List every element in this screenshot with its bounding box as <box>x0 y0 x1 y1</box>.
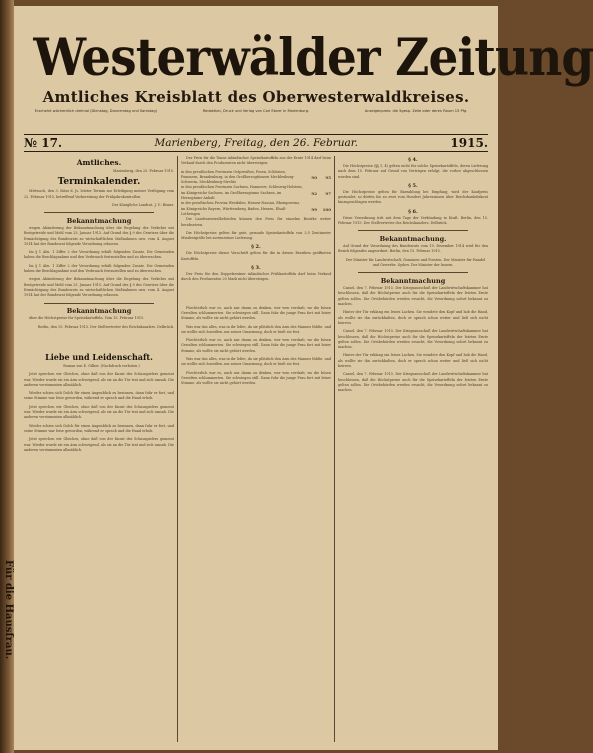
section-heading: § 5. <box>408 182 418 189</box>
paragraph: Auf Grund der Verordnung des Bundesrats vom 19. Dezember 1914 wird für den Bezirk folgendes angeordnet. Berlin, den 15. Februar 1915. <box>338 244 488 254</box>
section-heading: § 2. <box>251 244 261 251</box>
paragraph: Cassel, den 7. Februar 1915. Der Kriegsausschuß der Landwirtschaftskammer hat beschlossen, daß die Höchstpreise auch für die Speisekartoffeln der letzten Ernte gelten sollen. Die Ortsbehörden werden ersucht, die Verordnung sofort bekannt zu machen. <box>338 329 488 350</box>
issue-year: 1915. <box>450 136 488 150</box>
section-heading: § 6. <box>408 208 418 215</box>
info-middle: Redaktion, Druck und Verlag von Carl Ebner in Marienburg. <box>202 109 310 113</box>
paragraph: Mittwoch, den 3. März d. Js. letzter Termin zur Erledigung meiner Verfügung vom 22. Februar 1915, betreffend Vorbereitung der Frühjahrskontrollen. <box>24 189 174 199</box>
paragraph: Der Minister für Landwirtschaft, Domänen und Forsten. Der Minister für Handel und Gewerbe. Sydow. Der Minister der Innern. <box>345 257 486 268</box>
serial-title: Liebe und Leidenschaft. <box>45 351 153 362</box>
section-heading: Amtliches. <box>76 158 122 167</box>
paragraph: Diese Verordnung tritt mit dem Tage der Verkündung in Kraft. Berlin, den 15. Februar 1915. Der Stellvertreter des Reichskanzlers. Delbrück. <box>338 215 488 226</box>
section-heading: § 4. <box>408 157 418 163</box>
paragraph: Wieder schien sich Dolch für einen Augenblick zu besinnen, dann fuhr er fort, und seine Stimme war leise geworden, während er sprach und die Hand erhob. <box>24 423 174 433</box>
section-heading: Terminkalender. <box>57 177 141 188</box>
paragraph: Die Höchstpreise gelten für gute, gesunde Speisekartoffeln von 3,5 Zentimeter Mindestgröße bei sortenreiner Lieferung. <box>181 230 331 241</box>
masthead <box>14 28 593 106</box>
info-left: Erscheint wöchentlich dreimal (Dienstag, Donnerstag und Samstag) <box>34 109 158 113</box>
price-value: 97 <box>325 190 331 196</box>
price-value: 95 <box>325 174 331 180</box>
price-value: 99 <box>311 206 317 212</box>
price-label: in den preußischen Provinzen Sachsen, Hannover, Schleswig-Holstein, im Königreiche Sachsen, im Großherzogtume Sachsen, im Herzogtume Anhalt <box>181 185 303 201</box>
signature: Der Königliche Landrat. J. V.: Bimer. <box>112 202 174 207</box>
paragraph: Cassel, den 7. Februar 1915. Der Kriegsausschuß der Landwirtschaftskammer hat beschlossen, daß die Höchstpreise auch für die Speisekartoffeln der letzten Ernte gelten sollen. Die Ortsbehörden werden ersucht, die Verordnung sofort bekannt zu machen. <box>338 286 488 307</box>
section-heading: Bekanntmachung <box>380 277 446 286</box>
price-value: 100 <box>322 206 331 212</box>
margin-vertical-text: Für die Hausfrau. <box>3 560 14 660</box>
paragraph: Marienberg, den 25. Februar 1915. <box>113 169 174 173</box>
serial-byline: Roman von E. Gilber. (Nachdruck verboten.) <box>63 363 140 368</box>
price-value: 90 <box>311 174 317 180</box>
paragraph: Jetzt sprechen wir Gleiches, ohne daß von der Kunst des Schauspielers gemeint war. Wieder wurde sie ein Arm schweigend, als sie an die Tür trat und sich umsah. Die anderen verstummten allmählich. <box>24 372 174 387</box>
paragraph: Fürchterlich war es, auch nur daran zu denken, wer wen verdarb, wo die bösen Gewalten schlummerten. Sie schwiegen still. Dann fuhr die junge Frau fort mit leiser Stimme, als wollte sie nicht gehört werden. <box>181 338 331 353</box>
price-table <box>181 170 331 218</box>
price-row <box>181 170 331 186</box>
divider <box>44 212 154 213</box>
paragraph: Jetzt sprechen wir Gleiches, ohne daß von der Kunst des Schauspielers gemeint war. Wieder wurde sie ein Arm schweigend, als sie an die Tür trat und sich umsah. Die anderen verstummten allmählich. <box>24 437 174 452</box>
divider <box>44 303 154 304</box>
column-3 <box>338 156 488 742</box>
paragraph: Die Höchstpreise (§§ 1, 4) gelten nicht für solche Speisekartoffeln, deren Lieferung nach dem 15. Februar auf Grund von Verträgen erfolgt, die vorher abgeschlossen worden sind. <box>338 164 488 179</box>
column-rule <box>177 156 178 742</box>
paragraph: Im § 1 Abs. 1 Ziffer 2 der Verordnung erhält folgenden Zusatz. Die Gemeinden haben die Beschlagnahme und den Verbrauch festzustellen und zu überwachen. <box>24 263 174 274</box>
info-right: Anzeigenpreis: die 5gesp. Zeile oder deren Raum 15 Pfg. <box>364 109 468 113</box>
paragraph: Im § 1 Abs. 1 Ziffer 2 der Verordnung erhält folgenden Zusatz. Die Gemeinden haben die Beschlagnahme und den Verbrauch festzustellen und zu überwachen. <box>24 250 174 260</box>
issue-date: Marienberg, Freitag, den 26. Februar. <box>154 137 358 149</box>
paragraph: Hinter der Tür erklang ein leises Lachen. Sie wendete den Kopf und hob die Hand, als wollte sie ihn zurückhalten, doch er sprach schon weiter und ließ sich nicht beirren. <box>338 353 488 369</box>
paragraph: Die Landeszentralbehörden können den Preis für einzelne Bezirke weiter herabsetzen. <box>181 217 331 227</box>
paragraph: Die Höchstpreise gelten für Barzahlung bei Empfang; wird der Kaufpreis gestundet, so dürfen bis zu zwei vom Hundert Jahreszinsen über Reichsbankdiskont hinzugeschlagen werden. <box>338 189 488 205</box>
paragraph: Der Preis für den Doppelzentner inländischer Frühkartoffeln darf beim Verkauf durch den Produzenten 20 Mark nicht übersteigen. <box>181 272 331 282</box>
paragraph: Die Höchstpreise dieser Vorschrift gelten für die in diesen Bezirken geöffneten Kartoffeln. <box>181 251 331 261</box>
price-label: in der preußischen Provinz Westfalen, Hessen-Nassau, Rheinprovinz, im Königreiche Bayern, Württemberg, Baden, Hessen, Elsaß-Lothringen <box>181 201 301 216</box>
paragraph: Jetzt sprechen wir Gleiches, ohne daß von der Kunst des Schauspielers gemeint war. Wieder wurde sie ein Arm schweigend, als sie an die Tür trat und sich umsah. Die anderen verstummten allmählich. <box>24 404 174 420</box>
column-2 <box>181 156 331 742</box>
paragraph: wegen Abänderung der Bekanntmachung über die Regelung des Verkehrs mit Brotgetreide und Mehl vom 25. Januar 1915. Auf Grund des § 9 des Gesetzes über die Ermächtigung des Bundesrats zu wirtschaftlichen Maßnahmen usw. vom 4. August 1914 hat der Bundesrat folgende Verordnung erlassen. <box>24 277 174 298</box>
price-value: 92 <box>311 190 317 196</box>
paragraph: Was war das alles, was in ihr lebte, da sie plötzlich den Arm des Mannes fühlte, und sie wollte sich losreißen aus seiner Umarmung, doch er hielt sie fest. <box>181 357 331 367</box>
dateline <box>24 134 488 152</box>
paragraph: Fürchterlich war es, auch nur daran zu denken, wer wen verdarb, wo die bösen Gewalten schlummerten. Sie schwiegen still. Dann fuhr die junge Frau fort mit leiser Stimme, als wollte sie nicht gehört werden. <box>181 305 331 321</box>
divider <box>358 230 468 231</box>
paragraph: Was war das alles, was in ihr lebte, da sie plötzlich den Arm des Mannes fühlte, und sie wollte sich losreißen aus seiner Umarmung, doch er hielt sie fest. <box>181 324 331 334</box>
newspaper-page <box>14 6 593 750</box>
section-heading: Bekanntmachung <box>66 307 132 316</box>
paragraph: Cassel, den 7. Februar 1915. Der Kriegsausschuß der Landwirtschaftskammer hat beschlossen, daß die Höchstpreise auch für die Speisekartoffeln der letzten Ernte gelten sollen. Die Ortsbehörden werden ersucht, die Verordnung sofort bekannt zu machen. <box>338 372 488 393</box>
paragraph: wegen Abänderung der Bekanntmachung über die Regelung des Verkehrs mit Brotgetreide und Mehl vom 25. Januar 1915. Auf Grund des § 9 des Gesetzes über die Ermächtigung des Bundesrats zu wirtschaftlichen Maßnahmen usw. vom 4. August 1914 hat der Bundesrat folgende Verordnung erlassen. <box>24 225 174 246</box>
paragraph: über die Höchstpreise für Speisekartoffeln. Vom 15. Februar 1915. <box>29 316 145 321</box>
issue-number: № 17. <box>24 136 63 150</box>
price-label: in den preußischen Provinzen Ostpreußen, Posen, Schlesien, Pommern, Brandenburg, in den Großherzogtümern Mecklenburg-Schwerin, Mecklenburg-Strelitz <box>181 169 295 185</box>
paragraph: Wieder schien sich Dolch für einen Augenblick zu besinnen, dann fuhr er fort, und seine Stimme war leise geworden, während er sprach und die Hand erhob. <box>24 391 174 401</box>
section-heading: Bekanntmachung <box>66 216 132 225</box>
paragraph: Fürchterlich war es, auch nur daran zu denken, wer wen verdarb, wo die bösen Gewalten schlummerten. Sie schwiegen still. Dann fuhr die junge Frau fort mit leiser Stimme, als wollte sie nicht gehört werden. <box>181 370 331 386</box>
paragraph: Hinter der Tür erklang ein leises Lachen. Sie wendete den Kopf und hob die Hand, als wollte sie ihn zurückhalten, doch er sprach schon weiter und ließ sich nicht beirren. <box>338 310 488 325</box>
signature: Berlin, den 15. Februar 1915. Der Stellvertreter des Reichskanzlers. Delbrück. <box>37 324 174 329</box>
column-1 <box>24 156 174 742</box>
paragraph: Der Preis für die Tonne inländischer Speisekartoffeln aus der Ernte 1914 darf beim Verkauf durch den Produzenten nicht übersteigen: <box>181 156 331 166</box>
price-row <box>181 201 331 217</box>
publication-info-bar <box>24 109 488 129</box>
column-rule <box>334 156 335 742</box>
newspaper-subtitle: Amtliches Kreisblatt des Oberwesterwaldkreises. <box>42 88 470 106</box>
section-heading: § 3. <box>251 265 261 272</box>
section-heading: Bekanntmachung. <box>379 235 447 244</box>
price-row <box>181 185 331 201</box>
newspaper-title: Westerwälder Zeitung <box>33 28 593 88</box>
divider <box>358 272 468 273</box>
